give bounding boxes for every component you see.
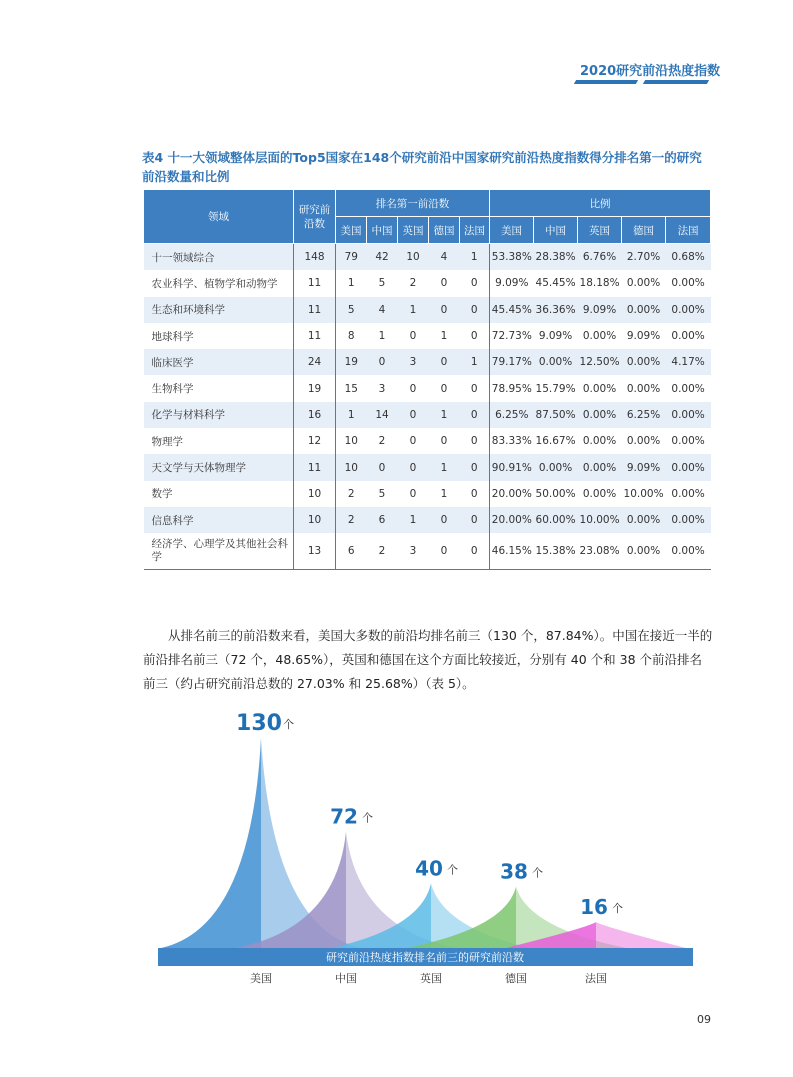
row-total: 10 [294, 481, 336, 507]
row-count: 0 [460, 533, 490, 570]
row-count: 8 [336, 323, 367, 349]
row-count: 0 [470, 330, 478, 343]
row-ratio: 45.45% [490, 297, 534, 323]
row-ratio: 0.00% [671, 277, 705, 290]
header-counts-country: 法国 [460, 217, 490, 244]
row-ratio: 16.67% [535, 435, 576, 448]
row-count: 0 [470, 277, 478, 290]
row-ratio: 0.00% [578, 454, 622, 480]
row-total: 19 [294, 375, 336, 401]
row-count: 10 [336, 428, 367, 454]
row-ratio: 2.70% [622, 244, 666, 271]
row-ratio: 0.00% [534, 454, 578, 480]
category-label: 德国 [505, 972, 527, 985]
row-count: 1 [398, 297, 429, 323]
row-total: 11 [294, 297, 336, 323]
chart-title: 研究前沿热度指数排名前三的研究前沿数 [326, 951, 524, 964]
peak-right [596, 922, 686, 948]
table-row [144, 297, 711, 323]
row-ratio: 87.50% [534, 402, 578, 428]
row-count: 0 [460, 507, 490, 533]
header-ratios-country: 法国 [666, 217, 711, 244]
row-ratio: 90.91% [490, 454, 534, 480]
header-count-label: 研究前沿数 [298, 203, 331, 230]
row-field: 数学 [151, 488, 173, 501]
header-field: 领域 [144, 190, 294, 244]
row-count: 1 [429, 402, 460, 428]
row-ratio: 0.00% [626, 435, 661, 448]
row-ratio: 0.00% [622, 349, 666, 375]
row-count: 3 [398, 533, 429, 570]
header-count [294, 190, 336, 244]
row-ratio: 46.15% [490, 533, 534, 570]
row-ratio: 20.00% [490, 507, 534, 533]
row-field: 生物科学 [151, 383, 194, 396]
row-count: 5 [378, 277, 386, 290]
unit-label: 个 [362, 811, 373, 825]
row-ratio: 9.09% [626, 330, 661, 343]
row-count: 0 [367, 454, 398, 480]
row-ratio: 50.00% [535, 487, 576, 500]
row-count: 79 [336, 244, 367, 271]
value-label: 130 [236, 711, 282, 736]
table-caption: 表4 十一大领域整体层面的Top5国家在148个研究前沿中国家研究前沿热度指数得分排名第一的研究前沿数量和比例 [142, 150, 702, 184]
table-row [144, 533, 711, 570]
row-count: 5 [378, 487, 386, 500]
row-count: 15 [336, 375, 367, 401]
row-count: 2 [336, 507, 367, 533]
row-count: 5 [336, 297, 367, 323]
header-counts-country: 中国 [367, 217, 398, 244]
row-ratio: 83.33% [490, 428, 534, 454]
row-count: 10 [336, 454, 367, 480]
row-ratio: 10.00% [623, 487, 664, 500]
row-count: 0 [398, 454, 429, 480]
row-ratio: 0.00% [671, 330, 705, 343]
row-count: 0 [429, 507, 460, 533]
value-label: 40 [415, 856, 443, 881]
row-count: 0 [470, 435, 478, 448]
row-total: 148 [294, 244, 336, 271]
row-field: 生态和环境科学 [144, 297, 294, 323]
row-ratio: 36.36% [534, 297, 578, 323]
row-count: 4 [367, 297, 398, 323]
table-row [144, 244, 711, 271]
category-label: 美国 [250, 972, 272, 985]
row-ratio: 15.79% [535, 382, 576, 395]
row-ratio: 0.00% [582, 382, 617, 395]
table-row [144, 481, 711, 507]
row-ratio: 53.38% [490, 244, 534, 271]
unit-label: 个 [447, 863, 458, 877]
row-ratio: 0.00% [582, 435, 617, 448]
row-field: 临床医学 [144, 349, 294, 375]
header-ratios-country: 德国 [622, 217, 666, 244]
row-ratio: 0.00% [671, 487, 705, 500]
rank-top3-chart [150, 700, 700, 1000]
row-count: 4 [429, 244, 460, 271]
row-ratio: 0.00% [622, 507, 666, 533]
row-ratio: 28.38% [534, 244, 578, 271]
page-number: 09 [697, 1013, 711, 1026]
row-ratio: 72.73% [490, 323, 534, 349]
row-count: 0 [440, 277, 448, 290]
value-label: 72 [330, 804, 358, 829]
header-ratios-country: 英国 [578, 217, 622, 244]
row-count: 1 [460, 349, 490, 375]
row-count: 0 [460, 402, 490, 428]
peak-left [161, 738, 261, 948]
row-total: 10 [294, 507, 336, 533]
row-count: 0 [470, 487, 478, 500]
table-row [144, 349, 711, 375]
header-title: 2020研究前沿热度指数 [580, 64, 721, 79]
row-ratio: 0.00% [582, 330, 617, 343]
header-ratios-country: 美国 [490, 217, 534, 244]
row-total: 11 [294, 323, 336, 349]
row-ratio: 0.00% [582, 487, 617, 500]
row-count: 2 [409, 277, 417, 290]
row-ratio: 0.00% [666, 297, 711, 323]
row-count: 0 [367, 349, 398, 375]
row-count: 0 [429, 297, 460, 323]
row-field: 天文学与天体物理学 [144, 454, 294, 480]
row-total: 11 [294, 454, 336, 480]
row-ratio: 9.09% [578, 297, 622, 323]
row-count: 14 [367, 402, 398, 428]
row-field: 地球科学 [151, 330, 194, 343]
row-ratio: 4.17% [666, 349, 711, 375]
row-count: 0 [409, 382, 417, 395]
row-count: 6 [336, 533, 367, 570]
row-ratio: 9.09% [538, 330, 573, 343]
row-field: 信息科学 [144, 507, 294, 533]
row-total: 12 [294, 428, 336, 454]
row-total: 11 [294, 270, 336, 296]
category-label: 英国 [420, 972, 442, 985]
header-counts-country: 德国 [429, 217, 460, 244]
row-ratio: 0.00% [626, 277, 661, 290]
row-ratio: 6.25% [490, 402, 534, 428]
table-row [144, 454, 711, 480]
row-ratio: 0.00% [666, 454, 711, 480]
row-ratio: 45.45% [535, 277, 576, 290]
row-ratio: 12.50% [578, 349, 622, 375]
row-count: 2 [336, 481, 367, 507]
row-count: 3 [378, 382, 386, 395]
row-ratio: 6.25% [622, 402, 666, 428]
row-count: 0 [429, 533, 460, 570]
row-ratio: 0.00% [666, 507, 711, 533]
header-ratio-group: 比例 [490, 190, 711, 217]
row-field: 十一领域综合 [144, 244, 294, 271]
row-count: 0 [460, 454, 490, 480]
row-count: 1 [336, 270, 367, 296]
header-rule-left [574, 80, 638, 84]
data-table [143, 189, 711, 570]
row-count: 10 [398, 244, 429, 271]
row-count: 3 [398, 349, 429, 375]
row-total: 24 [294, 349, 336, 375]
table-row [144, 270, 711, 296]
row-count: 0 [470, 382, 478, 395]
table-row [144, 507, 711, 533]
header-counts-country: 美国 [336, 217, 367, 244]
row-count: 0 [460, 297, 490, 323]
row-total: 13 [294, 533, 336, 570]
row-ratio: 0.00% [578, 402, 622, 428]
unit-label: 个 [532, 866, 543, 880]
row-count: 1 [336, 402, 367, 428]
row-count: 0 [398, 402, 429, 428]
row-field: 农业科学、植物学和动物学 [151, 277, 278, 290]
row-count: 1 [378, 330, 386, 343]
row-count: 1 [429, 454, 460, 480]
row-ratio: 79.17% [490, 349, 534, 375]
row-count: 2 [367, 533, 398, 570]
value-label: 16 [580, 895, 608, 920]
row-count: 1 [440, 487, 448, 500]
body-paragraph: 从排名前三的前沿数来看，美国大多数的前沿均排名前三（130 个，87.84%）。中国在接近一半的前沿排名前三（72 个，48.65%），英国和德国在这个方面比较接近，分别有 40 个和 38 个前沿排名前三（约占研究前沿总数的 27.03% 和 25.68%）（表 5）。 [143, 628, 713, 691]
row-ratio: 23.08% [578, 533, 622, 570]
header-counts-country: 英国 [398, 217, 429, 244]
row-count: 1 [398, 507, 429, 533]
row-count: 0 [429, 349, 460, 375]
row-ratio: 0.00% [666, 533, 711, 570]
row-ratio: 9.09% [490, 270, 534, 296]
row-ratio: 60.00% [534, 507, 578, 533]
row-total: 16 [294, 402, 336, 428]
row-field: 化学与材料科学 [144, 402, 294, 428]
row-ratio: 0.00% [666, 402, 711, 428]
table-row [144, 402, 711, 428]
row-count: 1 [440, 330, 448, 343]
row-ratio: 0.00% [622, 533, 666, 570]
unit-label: 个 [283, 718, 294, 731]
row-ratio: 0.00% [671, 382, 705, 395]
row-ratio: 9.09% [622, 454, 666, 480]
value-label: 38 [500, 859, 528, 884]
row-count: 0 [440, 435, 448, 448]
row-ratio: 6.76% [578, 244, 622, 271]
row-ratio: 78.95% [490, 375, 534, 401]
row-ratio: 0.00% [534, 349, 578, 375]
table-row [144, 428, 711, 454]
header-ratios-country: 中国 [534, 217, 578, 244]
row-ratio: 0.00% [671, 435, 705, 448]
row-count: 2 [378, 435, 386, 448]
row-field: 物理学 [151, 435, 183, 448]
header-rank1-group: 排名第一前沿数 [336, 190, 490, 217]
row-count: 0 [409, 330, 417, 343]
row-ratio: 0.00% [626, 382, 661, 395]
category-label: 法国 [585, 972, 607, 985]
row-count: 6 [367, 507, 398, 533]
row-count: 0 [440, 382, 448, 395]
row-count: 19 [336, 349, 367, 375]
row-field: 经济学、心理学及其他社会科学 [144, 533, 294, 570]
row-ratio: 18.18% [579, 277, 620, 290]
row-ratio: 15.38% [534, 533, 578, 570]
row-count: 0 [409, 435, 417, 448]
row-ratio: 0.68% [666, 244, 711, 271]
row-count: 0 [409, 487, 417, 500]
table-row [144, 323, 711, 349]
row-ratio: 10.00% [578, 507, 622, 533]
header-rule-right [643, 80, 709, 84]
table-row [144, 375, 711, 401]
category-label: 中国 [335, 972, 357, 985]
unit-label: 个 [612, 902, 623, 916]
row-count: 42 [367, 244, 398, 271]
row-ratio: 20.00% [490, 481, 534, 507]
row-ratio: 0.00% [622, 297, 666, 323]
row-count: 1 [460, 244, 490, 271]
